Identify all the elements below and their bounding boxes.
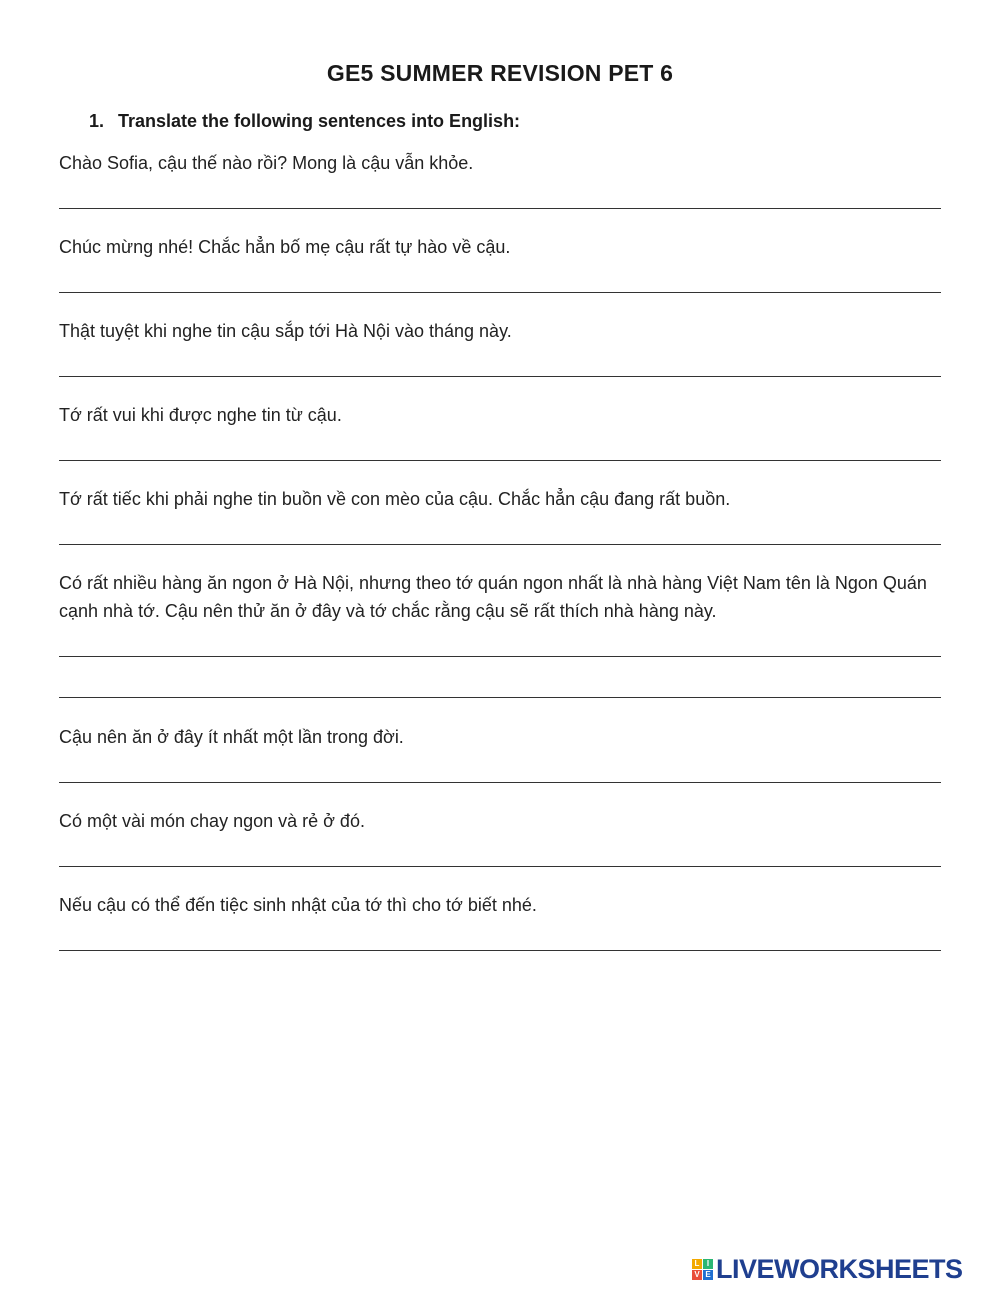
answer-line-3[interactable] [59,376,941,377]
answer-line-6a[interactable] [59,656,941,657]
sentence-4: Tớ rất vui khi được nghe tin từ cậu. [59,405,342,425]
sentence-3: Thật tuyệt khi nghe tin cậu sắp tới Hà Nội vào tháng này. [59,321,512,341]
page-title: GE5 SUMMER REVISION PET 6 [326,60,674,86]
liveworksheets-logo [692,1254,963,1284]
logo-letter: E [703,1270,713,1280]
answer-line-5[interactable] [59,544,941,545]
sentence-8: Có một vài món chay ngon và rẻ ở đó. [59,811,365,831]
sentence-5: Tớ rất tiếc khi phải nghe tin buồn về con mèo của cậu. Chắc hẳn cậu đang rất buồn. [59,489,731,509]
instruction [89,111,520,132]
sentence-1: Chào Sofia, cậu thế nào rồi? Mong là cậu vẫn khỏe. [59,153,474,173]
answer-line-9[interactable] [59,950,941,951]
instruction-number: 1. [89,111,105,131]
logo-text: LIVEWORKSHEETS [716,1253,963,1284]
answer-line-2[interactable] [59,292,941,293]
answer-line-4[interactable] [59,460,941,461]
sentence-9: Nếu cậu có thể đến tiệc sinh nhật của tớ thì cho tớ biết nhé. [59,895,537,915]
sentence-7: Cậu nên ăn ở đây ít nhất một lần trong đời. [59,727,404,747]
answer-line-6b[interactable] [59,697,941,698]
instruction-text: Translate the following sentences into English: [118,111,521,131]
answer-line-7[interactable] [59,782,941,783]
logo-letter: I [703,1259,713,1269]
logo-letter: V [692,1270,702,1280]
sentence-6: Có rất nhiều hàng ăn ngon ở Hà Nội, nhưng theo tớ quán ngon nhất là nhà hàng Việt Nam tên là Ngon Quán cạnh nhà tớ. Cậu nên thử ăn ở đây và tớ chắc rằng cậu sẽ rất thích nhà hàng này. [59,573,927,621]
answer-line-1[interactable] [59,208,941,209]
logo-letter: L [692,1259,702,1269]
answer-line-8[interactable] [59,866,941,867]
sentence-2: Chúc mừng nhé! Chắc hẳn bố mẹ cậu rất tự hào về cậu. [59,237,511,257]
logo-mark-icon [692,1259,713,1280]
